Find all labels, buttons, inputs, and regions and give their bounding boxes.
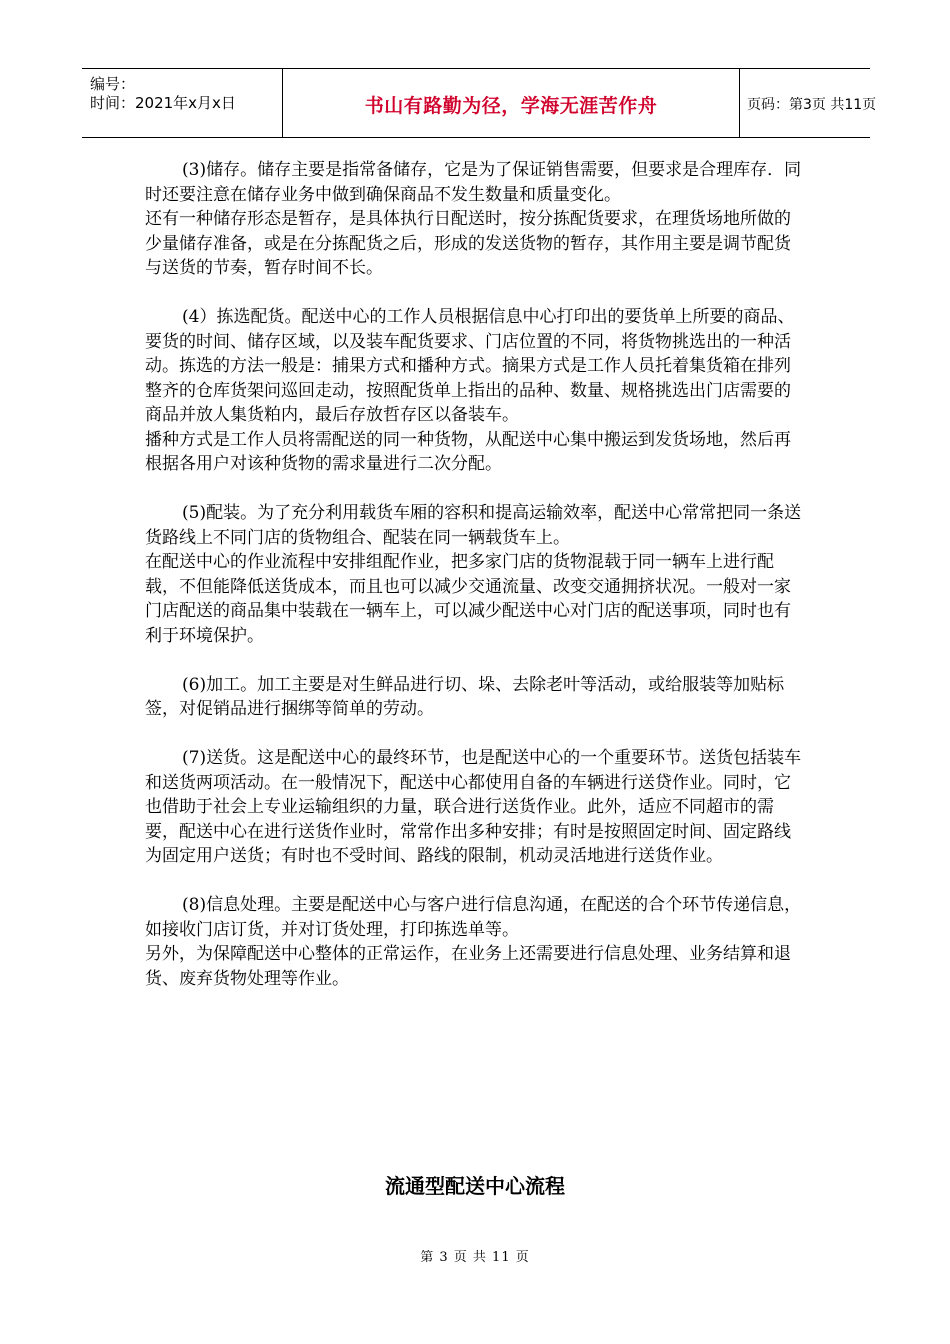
page-footer: 第 3 页 共 11 页	[420, 1250, 530, 1265]
motto: 书山有路勤为径，学海无涯苦作舟	[364, 95, 658, 117]
paragraph-delivery	[145, 746, 805, 869]
paragraph-line: 另外，为保障配送中心整体的正常运作，在业务上还需要进行信息处理、业务结算和退货、废弃货物处理等作业。	[145, 944, 791, 989]
paragraph-line: (6)加工。加工主要是对生鲜品进行切、垛、去除老叶等活动，或给服装等加贴标签，对促销品进行捆绑等简单的劳动。	[145, 674, 785, 719]
paragraph-line: 播种方式是工作人员将需配送的同一种货物，从配送中心集中搬运到发货场地，然后再根据各用户对该种货物的需求量进行二次分配。	[145, 429, 791, 474]
paragraph-line: (7)送货。这是配送中心的最终环节，也是配送中心的一个重要环节。送货包括装车和送货两项活动。在一般情况下，配送中心都使用自备的车辆进行送贷作业。同时，它也借助于社会上专业运输组织的力量，联合进行送货作业。此外，适应不同超市的需要，配送中心在进行送货作业时，常常作出多种安排；有时是按照固定时间、固定路线为固定用户送货；有时也不受时间、路线的限制，机动灵活地进行送货作业。	[145, 748, 802, 866]
code-label: 编号：	[90, 75, 136, 93]
paragraph-line: (3)储存。储存主要是指常备储存，它是为了保证销售需要，但要求是合理库存．同时还要注意在储存业务中做到确保商品不发生数量和质量变化。	[145, 160, 802, 205]
page-header	[82, 68, 877, 138]
paragraph-storage	[145, 158, 805, 281]
document-body	[145, 158, 805, 1016]
header-meta	[82, 69, 282, 137]
date-label: 时间：2021年x月x日	[90, 94, 236, 112]
paragraph-line: (4）拣选配货。配送中心的工作人员根据信息中心打印出的要货单上所要的商品、要货的时间、储存区域，以及装车配货要求、门店位置的不同，将货物挑选出的一种活动。拣选的方法一般是：捕果方式和播种方式。摘果方式是工作人员托着集货箱在排列整齐的仓库货架问巡回走动，按照配货单上指出的品种、数量、规格挑选出门店需要的商品并放人集货粕内，最后存放哲存区以备装车。	[145, 307, 795, 425]
header-page-cell	[739, 69, 877, 137]
paragraph-picking	[145, 305, 805, 477]
paragraph-line: 在配送中心的作业流程中安排组配作业，把多家门店的货物混载于同一辆车上进行配载，不但能降低送货成本，而且也可以减少交通流量、改变交通拥挤状况。一般对一家门店配送的商品集中装载在一辆车上，可以减少配送中心对门店的配送事项，同时也有利于环境保护。	[145, 552, 791, 646]
paragraph-loading	[145, 501, 805, 648]
paragraph-line: (8)信息处理。主要是配送中心与客户进行信息沟通，在配送的合个环节传递信息，如接收门店订货，并对订货处理，打印拣选单等。	[145, 895, 802, 940]
paragraph-info	[145, 893, 805, 991]
page-info: 页码：第3页 共11页	[747, 97, 877, 113]
paragraph-line: (5)配装。为了充分利用载货车厢的容积和提高运输效率，配送中心常常把同一条送货路线上不同门店的货物组合、配装在同一辆载货车上。	[145, 503, 802, 548]
header-motto-cell	[282, 69, 740, 137]
section-title: 流通型配送中心流程	[385, 1174, 565, 1198]
paragraph-line: 还有一种储存形态是暂存，是具体执行日配送时，按分拣配货要求，在理货场地所做的少量储存准备，或是在分拣配货之后，形成的发送货物的暂存，其作用主要是调节配货与送货的节奏，暂存时间不长。	[145, 209, 791, 278]
paragraph-processing	[145, 673, 805, 722]
